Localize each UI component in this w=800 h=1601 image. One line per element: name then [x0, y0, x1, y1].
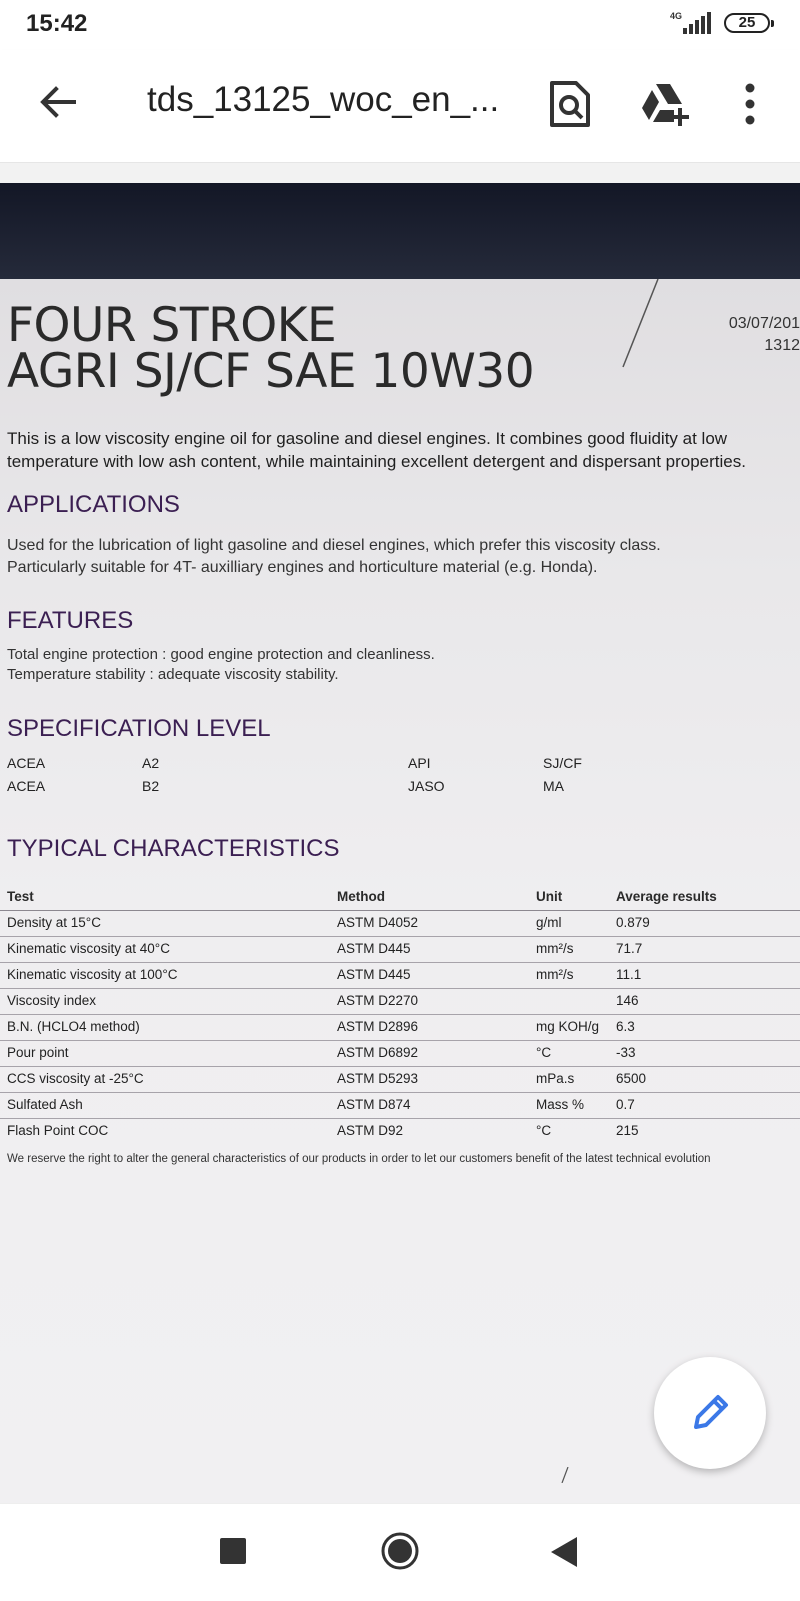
find-in-page-icon[interactable]	[548, 80, 592, 128]
spec-value: SJ/CF	[543, 755, 582, 771]
cell-test: Kinematic viscosity at 100°C	[7, 967, 178, 982]
column-header-test: Test	[7, 889, 34, 904]
applications-text	[7, 535, 800, 579]
battery-level: 25	[738, 14, 756, 31]
cell-unit: mm²/s	[536, 967, 574, 982]
cell-average: 0.7	[616, 1097, 635, 1112]
cell-average: 215	[616, 1123, 639, 1138]
spec-value: A2	[142, 755, 160, 771]
status-time: 15:42	[26, 10, 88, 37]
document-date: 03/07/201	[728, 315, 800, 332]
cell-method: ASTM D874	[337, 1097, 411, 1112]
spec-key: ACEA	[7, 778, 46, 794]
table-row	[0, 911, 800, 937]
home-circle-icon[interactable]	[380, 1531, 420, 1571]
table-row	[0, 937, 800, 963]
cell-average: 11.1	[616, 967, 642, 982]
product-title-line1: FOUR STROKE	[7, 298, 337, 353]
cell-method: ASTM D445	[337, 967, 411, 982]
intro-line2: temperature with low ash content, while maintaining excellent detergent and dispersant properties.	[7, 452, 746, 471]
table-row	[0, 1041, 800, 1067]
edit-fab-button[interactable]	[654, 1357, 766, 1469]
system-nav-bar	[0, 1503, 800, 1601]
document-code: 1312	[764, 337, 800, 354]
document-date-block	[729, 313, 800, 357]
network-type-label: 4G	[670, 11, 683, 21]
cell-average: -33	[616, 1045, 636, 1060]
cell-average: 6500	[616, 1071, 647, 1086]
cell-test: Sulfated Ash	[7, 1097, 83, 1112]
cell-method: ASTM D5293	[337, 1071, 419, 1086]
applications-line2: Particularly suitable for 4T- auxilliary engines and horticulture material (e.g. Honda).	[7, 559, 598, 576]
cell-method: ASTM D2270	[337, 993, 419, 1008]
decorative-slash	[620, 279, 660, 371]
applications-line1: Used for the lubrication of light gasoline and diesel engines, which prefer this viscosity class.	[7, 537, 661, 554]
cell-method: ASTM D445	[337, 941, 411, 956]
disclaimer-text: We reserve the right to alter the general characteristics of our products in order to let our customers benefit of the latest technical evolution	[7, 1153, 711, 1165]
cell-test: Kinematic viscosity at 40°C	[7, 941, 170, 956]
cell-test: Viscosity index	[7, 993, 97, 1008]
app-bar	[0, 50, 800, 163]
cell-unit: Mass %	[536, 1097, 585, 1112]
cell-test: CCS viscosity at -25°C	[7, 1071, 144, 1086]
table-row	[0, 989, 800, 1015]
add-to-drive-icon[interactable]	[640, 82, 692, 128]
table-row	[0, 1119, 800, 1144]
features-heading: FEATURES	[7, 607, 134, 634]
cell-unit: °C	[536, 1045, 552, 1060]
cell-method: ASTM D2896	[337, 1019, 419, 1034]
more-vert-icon[interactable]	[735, 80, 765, 130]
recents-square-icon[interactable]	[220, 1538, 246, 1564]
cell-test: B.N. (HCLO4 method)	[7, 1019, 140, 1034]
table-row	[0, 963, 800, 989]
column-header-average: Average results	[616, 889, 717, 904]
characteristics-table	[0, 885, 800, 1144]
product-title	[7, 298, 535, 399]
characteristics-heading: TYPICAL CHARACTERISTICS	[7, 835, 340, 862]
features-line2: Temperature stability : adequate viscosity stability.	[7, 666, 339, 683]
cell-test: Flash Point COC	[7, 1123, 109, 1138]
signal-strength-icon	[683, 12, 713, 34]
cell-unit: mPa.s	[536, 1071, 575, 1086]
cell-method: ASTM D6892	[337, 1045, 419, 1060]
cell-unit: mm²/s	[536, 941, 574, 956]
table-row	[0, 1015, 800, 1041]
spec-key: API	[408, 755, 431, 771]
table-row	[0, 1093, 800, 1119]
document-header-band	[0, 183, 800, 279]
document-title: tds_13125_woc_en_...	[147, 80, 500, 119]
back-triangle-icon[interactable]	[549, 1535, 579, 1569]
cell-method: ASTM D92	[337, 1123, 404, 1138]
intro-paragraph	[7, 427, 800, 473]
cell-test: Pour point	[7, 1045, 69, 1060]
battery-indicator	[724, 13, 770, 33]
back-arrow-icon[interactable]	[34, 78, 82, 126]
document-viewport[interactable]	[0, 163, 800, 1503]
spec-key: ACEA	[7, 755, 46, 771]
cell-unit: mg KOH/g	[536, 1019, 600, 1034]
features-text	[7, 645, 800, 685]
specification-heading: SPECIFICATION LEVEL	[7, 715, 271, 742]
pencil-edit-icon	[686, 1389, 734, 1437]
column-header-method: Method	[337, 889, 385, 904]
cell-average: 146	[616, 993, 639, 1008]
cell-unit: °C	[536, 1123, 552, 1138]
cell-average: 71.7	[616, 941, 643, 956]
document-page	[0, 183, 800, 1503]
decorative-slash	[560, 1467, 570, 1483]
intro-line1: This is a low viscosity engine oil for gasoline and diesel engines. It combines good fluidity at low	[7, 429, 728, 448]
cell-test: Density at 15°C	[7, 915, 101, 930]
applications-heading: APPLICATIONS	[7, 491, 180, 518]
cell-average: 6.3	[616, 1019, 635, 1034]
spec-key: JASO	[408, 778, 445, 794]
spec-value: MA	[543, 778, 564, 794]
cell-method: ASTM D4052	[337, 915, 419, 930]
column-header-unit: Unit	[536, 889, 563, 904]
status-bar	[0, 0, 800, 50]
features-line1: Total engine protection : good engine protection and cleanliness.	[7, 646, 435, 663]
spec-value: B2	[142, 778, 160, 794]
cell-average: 0.879	[616, 915, 650, 930]
cell-unit: g/ml	[536, 915, 562, 930]
table-header-row	[0, 885, 800, 911]
product-title-line2: AGRI SJ/CF SAE 10W30	[7, 344, 535, 399]
table-row	[0, 1067, 800, 1093]
